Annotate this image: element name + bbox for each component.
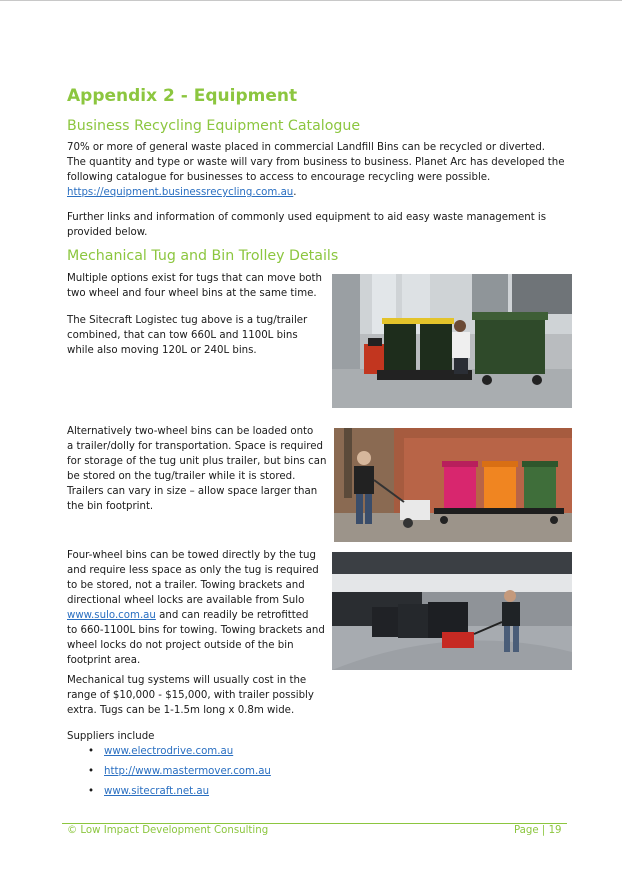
top-rule bbox=[0, 0, 622, 1]
text-line: 70% or more of general waste placed in commercial Landfill Bins can be recycled or diverted. bbox=[67, 142, 546, 153]
text-line: Trailers can vary in size – allow space larger than bbox=[67, 486, 318, 497]
text-line: the bin footprint. bbox=[67, 501, 154, 512]
sulo-link[interactable]: www.sulo.com.au bbox=[67, 610, 156, 621]
text-line: be stored on the tug/trailer while it is stored. bbox=[67, 471, 296, 482]
supplier-link-electrodrive[interactable]: www.electrodrive.com.au bbox=[104, 746, 234, 757]
text-line: and require less space as only the tug is required bbox=[67, 565, 319, 576]
section-title-tug-trolley: Mechanical Tug and Bin Trolley Details bbox=[67, 248, 339, 264]
catalogue-link[interactable]: https://equipment.businessrecycling.com.au bbox=[67, 187, 294, 198]
text-line: Alternatively two-wheel bins can be loaded onto bbox=[67, 426, 314, 437]
text-line: Multiple options exist for tugs that can move both bbox=[67, 273, 322, 284]
text-line: Further links and information of commonly used equipment to aid easy waste management is bbox=[67, 212, 547, 223]
text-line: The Sitecraft Logistec tug above is a tug/trailer bbox=[67, 315, 308, 326]
text-line: for storage of the tug unit plus trailer, but bins can bbox=[67, 456, 327, 467]
text-line: to be stored, not a trailer. Towing brackets and bbox=[67, 580, 305, 591]
text-line: Four-wheel bins can be towed directly by the tug bbox=[67, 550, 316, 561]
list-item bbox=[67, 744, 271, 764]
text-line: footprint area. bbox=[67, 655, 141, 666]
supplier-link-sitecraft[interactable]: www.sitecraft.net.au bbox=[104, 786, 210, 797]
section-title-recycling-catalogue: Business Recycling Equipment Catalogue bbox=[67, 118, 361, 134]
text-line bbox=[67, 185, 565, 200]
photo-bin-trailer bbox=[334, 428, 572, 542]
list-item bbox=[67, 764, 271, 784]
cost-paragraph bbox=[67, 673, 314, 718]
text-line: wheel locks do not project outside of the bin bbox=[67, 640, 294, 651]
text-line: to 660-1100L bins for towing. Towing brackets and bbox=[67, 625, 325, 636]
list-item bbox=[67, 784, 271, 804]
further-links-paragraph bbox=[67, 210, 546, 240]
text-line: combined, that can tow 660L and 1100L bins bbox=[67, 330, 298, 341]
footer-copyright: © Low Impact Development Consulting bbox=[67, 825, 269, 836]
suppliers-list bbox=[67, 744, 271, 804]
text-line: The quantity and type or waste will vary from business to business. Planet Arc has developed the bbox=[67, 157, 565, 168]
text-line: provided below. bbox=[67, 227, 148, 238]
page-heading: Appendix 2 - Equipment bbox=[67, 86, 298, 106]
photo-sitecraft-tug-trailer bbox=[332, 274, 572, 408]
suppliers-intro: Suppliers include bbox=[67, 731, 155, 742]
trailer-paragraph bbox=[67, 424, 326, 514]
catalogue-paragraph bbox=[67, 140, 565, 200]
text-line: while also moving 120L or 240L bins. bbox=[67, 345, 257, 356]
text-line: directional wheel locks are available from Sulo bbox=[67, 595, 305, 606]
text-line: Mechanical tug systems will usually cost in the bbox=[67, 675, 307, 686]
sitecraft-paragraph bbox=[67, 313, 307, 358]
footer-page-number: Page | 19 bbox=[514, 825, 562, 836]
text-line bbox=[67, 608, 325, 623]
bullet: • bbox=[88, 766, 95, 777]
link-suffix: . bbox=[293, 187, 297, 198]
text-line: range of $10,000 - $15,000, with trailer possibly bbox=[67, 690, 314, 701]
footer-rule bbox=[62, 823, 567, 824]
text-after-link: and can readily be retrofitted bbox=[155, 610, 309, 621]
four-wheel-paragraph bbox=[67, 548, 325, 668]
bullet: • bbox=[88, 786, 95, 797]
text-line: a trailer/dolly for transportation. Space is required bbox=[67, 441, 323, 452]
text-line: two wheel and four wheel bins at the same time. bbox=[67, 288, 317, 299]
photo-four-wheel-tow bbox=[332, 552, 572, 670]
tug-options-paragraph bbox=[67, 271, 322, 301]
supplier-link-mastermover[interactable]: http://www.mastermover.com.au bbox=[104, 766, 271, 777]
bullet: • bbox=[88, 746, 95, 757]
text-line: following catalogue for businesses to access to encourage recycling were possible. bbox=[67, 172, 491, 183]
text-line: extra. Tugs can be 1-1.5m long x 0.8m wide. bbox=[67, 705, 295, 716]
